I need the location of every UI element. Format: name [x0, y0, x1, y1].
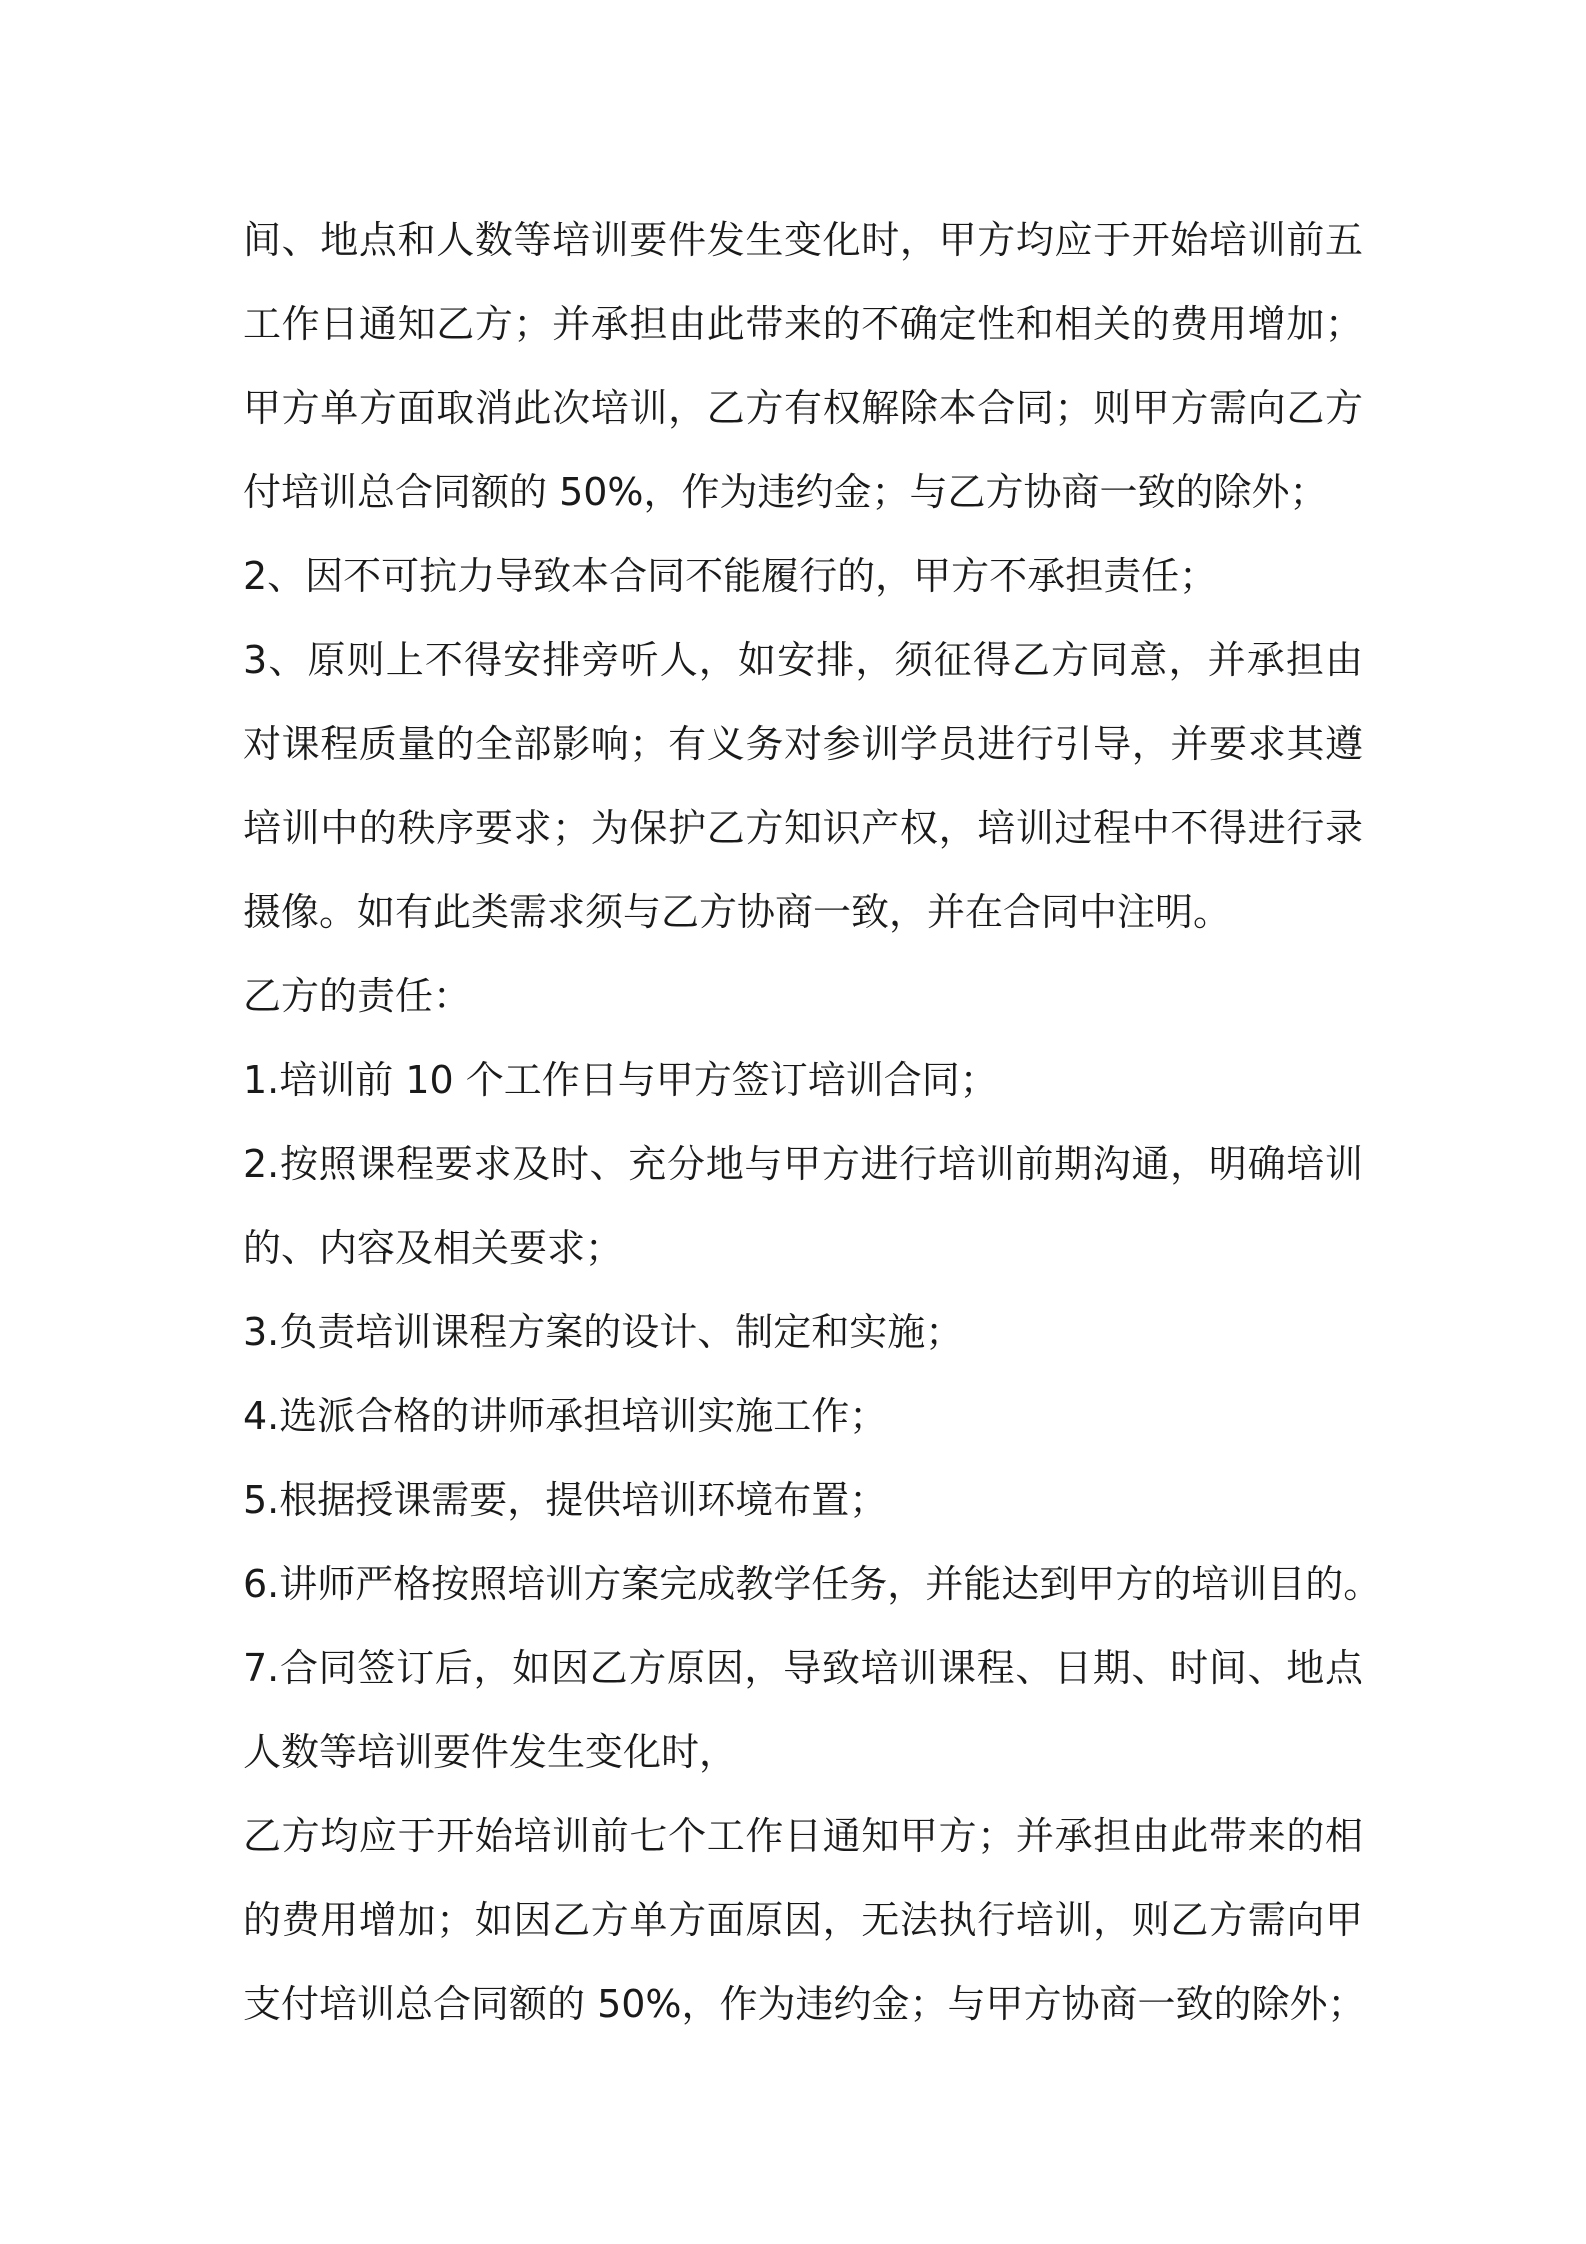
text-line: 乙方均应于开始培训前七个工作日通知甲方；并承担由此带来的相	[243, 1814, 1363, 1858]
text-line: 人数等培训要件发生变化时，	[243, 1730, 738, 1774]
list-item: 5.根据授课需要，提供培训环境布置；	[243, 1478, 888, 1522]
text-line: 2、因不可抗力导致本合同不能履行的，甲方不承担责任；	[243, 554, 1218, 598]
list-item: 6.讲师严格按照培训方案完成教学任务，并能达到甲方的培训目的。	[243, 1562, 1382, 1606]
text-line: 的、内容及相关要求；	[243, 1226, 624, 1270]
text-line: 工作日通知乙方；并承担由此带来的不确定性和相关的费用增加；	[243, 302, 1363, 346]
list-item: 3.负责培训课程方案的设计、制定和实施；	[243, 1310, 964, 1354]
text-line: 对课程质量的全部影响；有义务对参训学员进行引导，并要求其遵	[243, 722, 1363, 766]
text-line: 的费用增加；如因乙方单方面原因，无法执行培训，则乙方需向甲	[243, 1898, 1363, 1942]
text-line: 甲方单方面取消此次培训，乙方有权解除本合同；则甲方需向乙方	[243, 386, 1363, 430]
document-body	[243, 198, 1382, 2046]
list-item: 2.按照课程要求及时、充分地与甲方进行培训前期沟通，明确培训	[243, 1142, 1363, 1186]
text-line: 间、地点和人数等培训要件发生变化时，甲方均应于开始培训前五	[243, 218, 1363, 262]
text-line: 付培训总合同额的 50%，作为违约金；与乙方协商一致的除外；	[243, 470, 1328, 514]
text-line: 3、原则上不得安排旁听人，如安排，须征得乙方同意，并承担由	[243, 638, 1363, 682]
list-item: 4.选派合格的讲师承担培训实施工作；	[243, 1394, 888, 1438]
list-item: 1.培训前 10 个工作日与甲方签订培训合同；	[243, 1058, 998, 1102]
text-line: 摄像。如有此类需求须与乙方协商一致，并在合同中注明。	[243, 890, 1232, 934]
section-heading: 乙方的责任：	[243, 974, 472, 1018]
text-line: 培训中的秩序要求；为保护乙方知识产权，培训过程中不得进行录	[243, 806, 1363, 850]
text-line: 支付培训总合同额的 50%，作为违约金；与甲方协商一致的除外；	[243, 1982, 1366, 2026]
list-item: 7.合同签订后，如因乙方原因，导致培训课程、日期、时间、地点	[243, 1646, 1363, 1690]
